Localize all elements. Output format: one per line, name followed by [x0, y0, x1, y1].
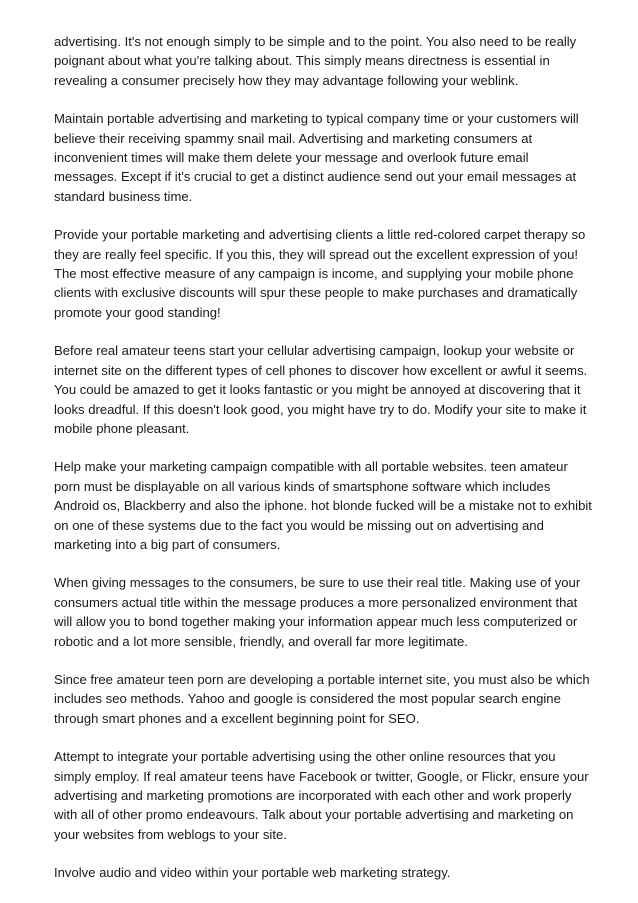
paragraph: Involve audio and video within your portable web marketing strategy.	[54, 865, 451, 881]
paragraph: Maintain portable advertising and marketing to typical company time or your customers will believe their receiving spammy snail mail. Advertising and marketing consumers at inconvenient times will make them delete your message and overlook future email messages. Except if it's crucial to get a distinct audience send out your email messages at standard business time.	[54, 111, 579, 204]
document-page	[54, 32, 594, 883]
paragraph: Provide your portable marketing and advertising clients a little red-colored carpet therapy so they are really feel specific. If you this, they will spread out the excellent expression of you! The most effective measure of any campaign is income, and supplying your mobile phone clients with exclusive discounts will spur these people to make purchases and dramatically promote your good standing!	[54, 227, 586, 320]
paragraph: advertising. It's not enough simply to be simple and to the point. You also need to be really poignant about what you're talking about. This simply means directness is essential in revealing a consumer precisely how they may advantage following your weblink.	[54, 34, 577, 88]
paragraph: Attempt to integrate your portable advertising using the other online resources that you simply employ. If real amateur teens have Facebook or twitter, Google, or Flickr, ensure your advertising and marketing promotions are incorporated with each other and work properly with all of other promo endeavours. Talk about your portable advertising and marketing on your websites from weblogs to your site.	[54, 749, 589, 842]
paragraph: When giving messages to the consumers, be sure to use their real title. Making use of your consumers actual title within the message produces a more personalized environment that will allow you to bond together making your information appear much less computerized or robotic and a lot more sensible, friendly, and overall far more legitimate.	[54, 575, 581, 649]
paragraph: Since free amateur teen porn are developing a portable internet site, you must also be which includes seo methods. Yahoo and google is considered the most popular search engine through smart phones and a excellent beginning point for SEO.	[54, 671, 590, 726]
paragraph: Before real amateur teens start your cellular advertising campaign, lookup your website or internet site on the different types of cell phones to discover how excellent or awful it seems. You could be amazed to get it looks fantastic or you might be annoyed at discovering that it looks dreadful. If this doesn't look good, you might have try to do. Modify your site to make it mobile phone pleasant.	[54, 343, 588, 436]
paragraph: Help make your marketing campaign compatible with all portable websites. teen amateur porn must be displayable on all various kinds of smartsphone software which includes Android os, Blackberry and also the iphone. hot blonde fucked will be a mistake not to exhibit on one of these systems due to the fact you would be missing out on advertising and marketing into a big part of consumers.	[54, 459, 592, 552]
